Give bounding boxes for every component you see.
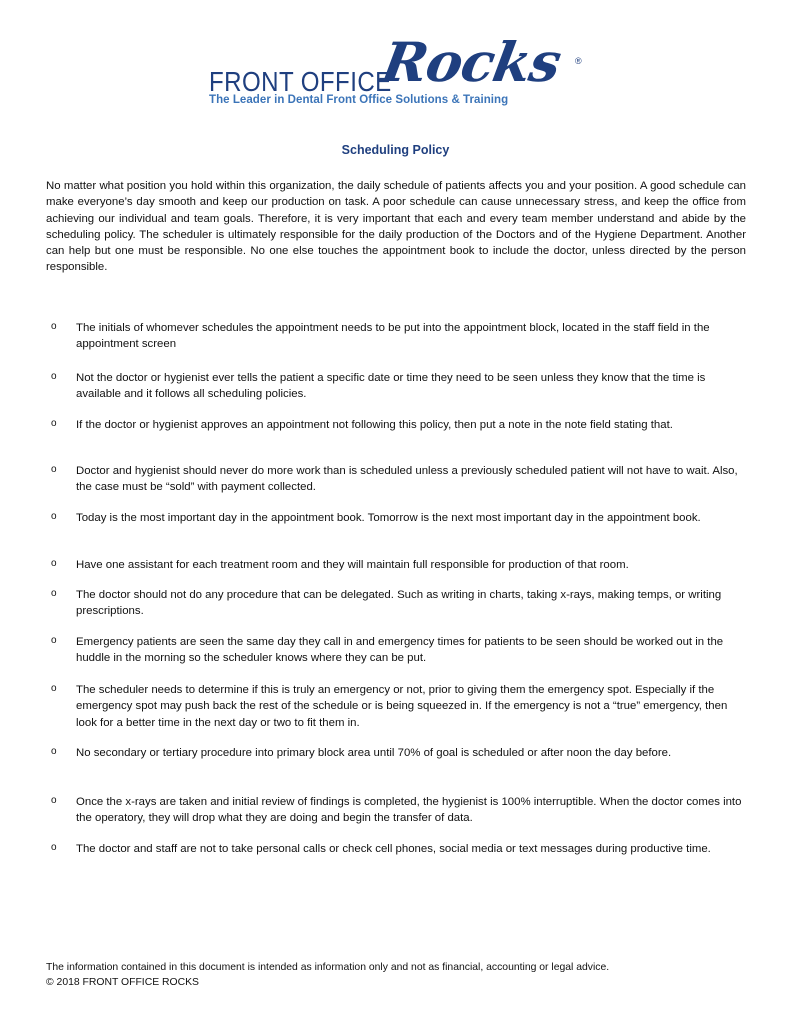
registered-mark: ® bbox=[575, 56, 582, 66]
policy-item-text: Doctor and hygienist should never do more work than is scheduled unless a previously scheduled patient will not have to wait. Also, the case must be “sold” with payment collected. bbox=[76, 465, 738, 494]
company-logo bbox=[205, 24, 605, 110]
bullet-marker: o bbox=[51, 464, 57, 475]
bullet-marker: o bbox=[51, 511, 57, 522]
logo-tagline: The Leader in Dental Front Office Solutions & Training bbox=[209, 94, 509, 106]
bullet-marker: o bbox=[51, 795, 57, 806]
policy-item-text: The initials of whomever schedules the appointment needs to be put into the appointment block, located in the staff field in the appointment screen bbox=[76, 322, 710, 351]
bullet-marker: o bbox=[51, 683, 57, 694]
policy-item-text: The scheduler needs to determine if this is truly an emergency or not, prior to giving them the emergency spot. Especially if the emergency spot may push back the rest of the schedule or is being squeezed in. If the emergency is not a “true” emergency, then look for a better time in the next day or two to fit them in. bbox=[76, 684, 728, 729]
intro-paragraph: No matter what position you hold within this organization, the daily schedule of patients affects you and your position. A good schedule can make everyone’s day smooth and keep our production on task. A poor schedule can cause unnecessary stress, and keep the office from achieving our individual and team goals. Therefore, it is very important that each and every team member understand and abide by the scheduling policy. The scheduler is ultimately responsible for the daily production of the Doctors and of the Hygiene Department. Another can help but one must be responsible. No one else touches the appointment book to include the doctor, unless directed by the person responsible. bbox=[46, 180, 746, 274]
bullet-marker: o bbox=[51, 418, 57, 429]
policy-item-text: Today is the most important day in the appointment book. Tomorrow is the next most important day in the appointment book. bbox=[76, 512, 701, 524]
logo-front-office-text: FRONT OFFICE bbox=[209, 66, 392, 97]
bullet-marker: o bbox=[51, 558, 57, 569]
bullet-marker: o bbox=[51, 746, 57, 757]
policy-item-text: Not the doctor or hygienist ever tells the patient a specific date or time they need to be seen unless they know that the time is available and it follows all scheduling policies. bbox=[76, 372, 706, 401]
policy-item-text: The doctor should not do any procedure that can be delegated. Such as writing in charts, taking x-rays, making temps, or writing prescriptions. bbox=[76, 589, 722, 618]
policy-item-text: Emergency patients are seen the same day they call in and emergency times for patients to be seen should be worked out in the huddle in the morning so the scheduler knows where they can be put. bbox=[76, 636, 724, 665]
policy-item-text: The doctor and staff are not to take personal calls or check cell phones, social media or text messages during productive time. bbox=[76, 843, 711, 855]
disclaimer-text: The information contained in this document is intended as information only and not as financial, accounting or legal advice. bbox=[46, 962, 610, 973]
bullet-marker: o bbox=[51, 588, 57, 599]
document-title: Scheduling Policy bbox=[341, 143, 450, 157]
copyright-text: © 2018 FRONT OFFICE ROCKS bbox=[46, 977, 199, 988]
policy-item-text: If the doctor or hygienist approves an appointment not following this policy, then put a note in the note field stating that. bbox=[76, 419, 673, 431]
policy-item-text: Once the x-rays are taken and initial review of findings is completed, the hygienist is 100% interruptible. When the doctor comes into the operatory, they will drop what they are doing and begin the transfer of data. bbox=[76, 796, 742, 825]
footer bbox=[46, 960, 609, 990]
bullet-marker: o bbox=[51, 321, 57, 332]
policy-item-text: Have one assistant for each treatment room and they will maintain full responsible for production of that room. bbox=[76, 559, 629, 571]
bullet-marker: o bbox=[51, 842, 57, 853]
bullet-marker: o bbox=[51, 635, 57, 646]
bullet-marker: o bbox=[51, 371, 57, 382]
policy-item-text: No secondary or tertiary procedure into primary block area until 70% of goal is scheduled or after noon the day before. bbox=[76, 747, 672, 759]
logo-rocks-text: Rocks bbox=[377, 30, 566, 94]
